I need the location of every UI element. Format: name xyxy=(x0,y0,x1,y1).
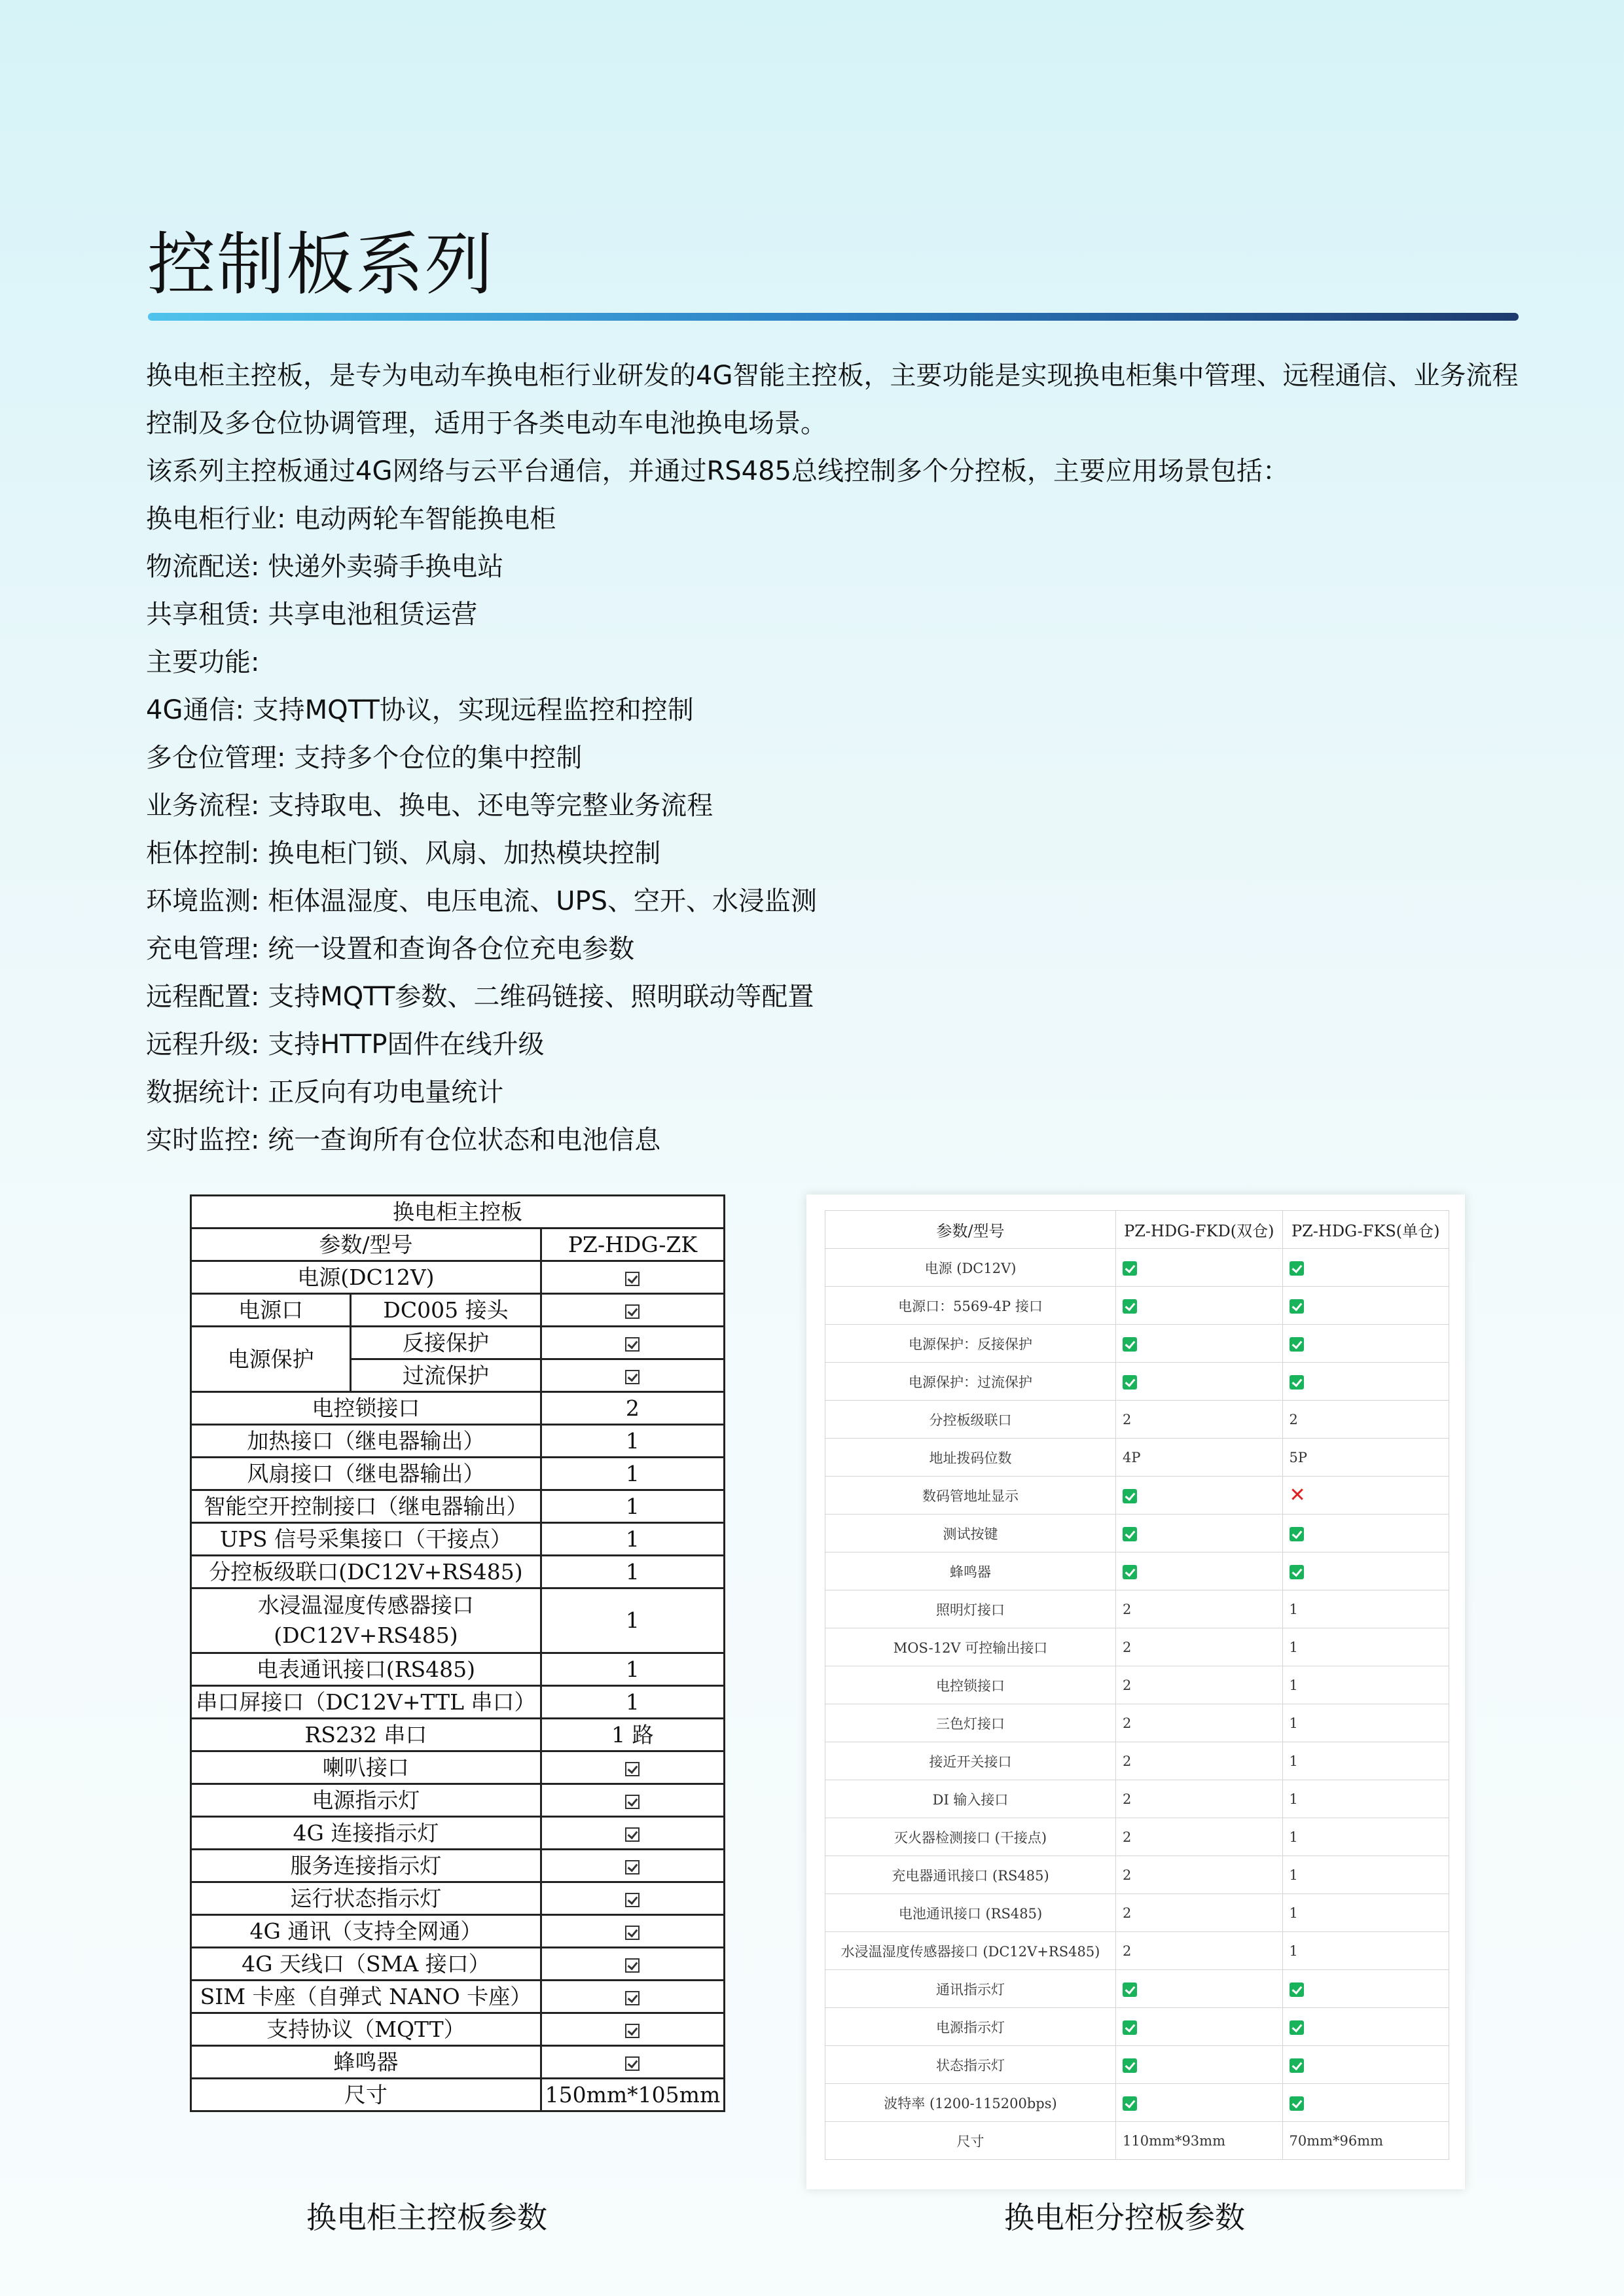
checkbox-icon xyxy=(625,1304,640,1319)
feature-line: 业务流程: 支持取电、换电、还电等完整业务流程 xyxy=(146,791,713,821)
param-cell: 智能空开控制接口（继电器输出） xyxy=(191,1490,541,1523)
table-row xyxy=(191,1490,725,1523)
value-cell: 2 xyxy=(541,1392,724,1425)
value-cell xyxy=(1116,1552,1282,1590)
table-row xyxy=(825,2046,1449,2084)
table-row xyxy=(825,1249,1449,1287)
green-check-icon xyxy=(1123,1299,1137,1314)
green-check-icon xyxy=(1290,1527,1304,1541)
table-row xyxy=(825,1894,1449,1932)
value-cell xyxy=(1282,1477,1449,1515)
checkbox-icon xyxy=(625,2024,640,2038)
param-cell: DI 输入接口 xyxy=(825,1780,1116,1818)
feature-line: 充电管理: 统一设置和查询各仓位充电参数 xyxy=(146,934,635,964)
table-row xyxy=(825,1515,1449,1552)
value-cell: 1 xyxy=(1282,1590,1449,1628)
value-cell xyxy=(1282,1970,1449,2008)
value-cell xyxy=(541,2013,724,2046)
value-cell xyxy=(541,1981,724,2013)
param-cell: 充电器通讯接口 (RS485) xyxy=(825,1856,1116,1894)
table-row xyxy=(825,1628,1449,1666)
table-row xyxy=(825,1439,1449,1477)
param-cell: 波特率 (1200-115200bps) xyxy=(825,2084,1116,2122)
param-cell: 4G 天线口（SMA 接口） xyxy=(191,1948,541,1981)
param-cell: 加热接口（继电器输出） xyxy=(191,1425,541,1458)
green-check-icon xyxy=(1290,1337,1304,1352)
table-row xyxy=(825,1780,1449,1818)
value-cell: 5P xyxy=(1282,1439,1449,1477)
value-cell: 2 xyxy=(1116,1666,1282,1704)
param-cell: 测试按键 xyxy=(825,1515,1116,1552)
value-cell xyxy=(541,1850,724,1882)
value-cell: 2 xyxy=(1116,1780,1282,1818)
param-cell: 尺寸 xyxy=(191,2079,541,2111)
value-cell xyxy=(1116,1325,1282,1363)
param-cell: 电控锁接口 xyxy=(191,1392,541,1425)
param-cell: RS232 串口 xyxy=(191,1719,541,1751)
value-cell xyxy=(541,1882,724,1915)
table-row xyxy=(191,1425,725,1458)
value-cell: 2 xyxy=(1116,1894,1282,1932)
checkbox-icon xyxy=(625,1926,640,1940)
feature-line: 物流配送: 快递外卖骑手换电站 xyxy=(146,552,504,582)
value-cell: 1 xyxy=(541,1458,724,1490)
feature-line: 远程配置: 支持MQTT参数、二维码链接、照明联动等配置 xyxy=(146,982,814,1012)
value-cell xyxy=(541,1948,724,1981)
feature-line: 换电柜行业: 电动两轮车智能换电柜 xyxy=(146,504,556,534)
value-cell: 2 xyxy=(1116,1401,1282,1439)
value-cell: 1 xyxy=(541,1425,724,1458)
value-cell xyxy=(1282,1325,1449,1363)
value-cell xyxy=(1116,1515,1282,1552)
value-cell: 1 xyxy=(541,1653,724,1686)
table-row xyxy=(191,1294,725,1327)
param-cell: 喇叭接口 xyxy=(191,1751,541,1784)
feature-list xyxy=(146,495,1527,1164)
sub-table-caption: 换电柜分控板参数 xyxy=(1004,2200,1245,2235)
table-row xyxy=(825,1932,1449,1970)
value-cell: 1 路 xyxy=(541,1719,724,1751)
table-row xyxy=(191,1850,725,1882)
green-check-icon xyxy=(1290,2058,1304,2073)
feature-line: 实时监控: 统一查询所有仓位状态和电池信息 xyxy=(146,1125,661,1155)
param-cell: 通讯指示灯 xyxy=(825,1970,1116,2008)
green-check-icon xyxy=(1123,2096,1137,2111)
param-cell: 串口屏接口（DC12V+TTL 串口） xyxy=(191,1686,541,1719)
checkbox-icon xyxy=(625,1272,640,1286)
table-row xyxy=(191,1458,725,1490)
value-cell: 1 xyxy=(1282,1856,1449,1894)
table-row xyxy=(825,1363,1449,1401)
table-row xyxy=(825,2122,1449,2160)
checkbox-icon xyxy=(625,1827,640,1842)
table-row xyxy=(825,1590,1449,1628)
feature-line: 环境监测: 柜体温湿度、电压电流、UPS、空开、水浸监测 xyxy=(146,886,817,916)
green-check-icon xyxy=(1123,2058,1137,2073)
checkbox-icon xyxy=(625,1337,640,1352)
table-row xyxy=(825,1287,1449,1325)
param-cell: 电源口 xyxy=(191,1294,351,1327)
sub-board-spec-table xyxy=(825,1210,1449,2160)
feature-line: 共享租赁: 共享电池租赁运营 xyxy=(146,600,478,630)
title-divider xyxy=(148,313,1519,321)
checkbox-icon xyxy=(625,1762,640,1776)
value-cell: 1 xyxy=(1282,1666,1449,1704)
green-check-icon xyxy=(1290,1375,1304,1390)
table-row xyxy=(191,1981,725,2013)
param-cell: 电源保护：过流保护 xyxy=(825,1363,1116,1401)
param-cell: 服务连接指示灯 xyxy=(191,1850,541,1882)
param-cell: 蜂鸣器 xyxy=(825,1552,1116,1590)
value-cell xyxy=(1116,1477,1282,1515)
header-model: PZ-HDG-ZK xyxy=(541,1229,724,1261)
param-cell: 分控板级联口(DC12V+RS485) xyxy=(191,1556,541,1588)
green-check-icon xyxy=(1290,1565,1304,1579)
value-cell: 70mm*96mm xyxy=(1282,2122,1449,2160)
main-board-table xyxy=(190,1194,725,2112)
table-row xyxy=(825,1477,1449,1515)
table-header-row xyxy=(825,1211,1449,1249)
green-check-icon xyxy=(1123,2020,1137,2035)
green-check-icon xyxy=(1123,1527,1137,1541)
value-cell xyxy=(541,1359,724,1392)
checkbox-icon xyxy=(625,1370,640,1384)
table-title-row xyxy=(191,1196,725,1229)
green-check-icon xyxy=(1290,1261,1304,1276)
value-cell xyxy=(1282,1363,1449,1401)
param-cell: 数码管地址显示 xyxy=(825,1477,1116,1515)
table-row xyxy=(191,1719,725,1751)
table-row xyxy=(191,1915,725,1948)
green-check-icon xyxy=(1123,1982,1137,1997)
param-sub-cell: 反接保护 xyxy=(351,1327,541,1359)
table-row xyxy=(191,1948,725,1981)
header-param: 参数/型号 xyxy=(191,1229,541,1261)
value-cell: 150mm*105mm xyxy=(541,2079,724,2111)
value-cell xyxy=(1116,1970,1282,2008)
table-row xyxy=(825,1856,1449,1894)
value-cell: 1 xyxy=(1282,1818,1449,1856)
value-cell: 2 xyxy=(1116,1590,1282,1628)
table-row xyxy=(191,1686,725,1719)
value-cell xyxy=(541,1261,724,1294)
param-line: 水浸温湿度传感器接口 xyxy=(257,1592,474,1618)
table-row xyxy=(191,1588,725,1653)
param-cell: 灭火器检测接口 (干接点) xyxy=(825,1818,1116,1856)
green-check-icon xyxy=(1290,1299,1304,1314)
feature-line: 主要功能: xyxy=(146,647,260,677)
param-cell: 4G 通讯（支持全网通） xyxy=(191,1915,541,1948)
param-cell: 电控锁接口 xyxy=(825,1666,1116,1704)
param-cell: MOS-12V 可控输出接口 xyxy=(825,1628,1116,1666)
table-row xyxy=(191,1882,725,1915)
param-cell: 电源保护 xyxy=(191,1327,351,1392)
value-cell xyxy=(1116,1287,1282,1325)
value-cell: 1 xyxy=(541,1588,724,1653)
value-cell xyxy=(1282,1287,1449,1325)
table-row xyxy=(825,1970,1449,2008)
checkbox-icon xyxy=(625,1795,640,1809)
param-cell: 电源保护：反接保护 xyxy=(825,1325,1116,1363)
table-row xyxy=(825,1742,1449,1780)
param-cell: 状态指示灯 xyxy=(825,2046,1116,2084)
value-cell: 1 xyxy=(541,1523,724,1556)
value-cell: 2 xyxy=(1116,1742,1282,1780)
value-cell: 4P xyxy=(1116,1439,1282,1477)
param-cell: 尺寸 xyxy=(825,2122,1116,2160)
param-cell: 照明灯接口 xyxy=(825,1590,1116,1628)
value-cell xyxy=(541,1817,724,1850)
value-cell xyxy=(541,2046,724,2079)
param-cell: 支持协议（MQTT） xyxy=(191,2013,541,2046)
value-cell xyxy=(1116,2008,1282,2046)
value-cell: 1 xyxy=(541,1556,724,1588)
feature-line: 多仓位管理: 支持多个仓位的集中控制 xyxy=(146,743,583,773)
table-row xyxy=(191,1556,725,1588)
intro-text xyxy=(146,352,1527,1164)
param-cell: 电源口：5569-4P 接口 xyxy=(825,1287,1116,1325)
param-cell: 地址拨码位数 xyxy=(825,1439,1116,1477)
table-row xyxy=(191,1653,725,1686)
green-check-icon xyxy=(1290,1982,1304,1997)
value-cell xyxy=(541,1327,724,1359)
value-cell xyxy=(541,1784,724,1817)
green-check-icon xyxy=(1290,2020,1304,2035)
value-cell: 1 xyxy=(1282,1742,1449,1780)
table-row xyxy=(191,1261,725,1294)
checkbox-icon xyxy=(625,1991,640,2005)
table-row xyxy=(825,1552,1449,1590)
value-cell: 2 xyxy=(1116,1856,1282,1894)
table-row xyxy=(825,1704,1449,1742)
table-row xyxy=(191,1784,725,1817)
value-cell: 1 xyxy=(541,1686,724,1719)
param-cell: 电表通讯接口(RS485) xyxy=(191,1653,541,1686)
value-cell: 1 xyxy=(1282,1704,1449,1742)
param-cell: 4G 连接指示灯 xyxy=(191,1817,541,1850)
param-sub-cell: 过流保护 xyxy=(351,1359,541,1392)
table-row xyxy=(825,2008,1449,2046)
value-cell xyxy=(1282,2008,1449,2046)
checkbox-icon xyxy=(625,1860,640,1874)
value-cell xyxy=(541,1751,724,1784)
table-row xyxy=(191,1751,725,1784)
table-row xyxy=(825,2084,1449,2122)
value-cell: 2 xyxy=(1116,1704,1282,1742)
checkbox-icon xyxy=(625,1893,640,1907)
value-cell xyxy=(1116,1363,1282,1401)
value-cell xyxy=(1116,2046,1282,2084)
param-cell: 电源指示灯 xyxy=(191,1784,541,1817)
checkbox-icon xyxy=(625,2056,640,2071)
value-cell: 1 xyxy=(541,1490,724,1523)
feature-line: 柜体控制: 换电柜门锁、风扇、加热模块控制 xyxy=(146,838,661,869)
intro-paragraph-1: 换电柜主控板，是专为电动车换电柜行业研发的4G智能主控板，主要功能是实现换电柜集中管理、远程通信、业务流程控制及多仓位协调管理，适用于各类电动车电池换电场景。 xyxy=(146,361,1519,439)
green-check-icon xyxy=(1123,1261,1137,1276)
param-sub-cell: DC005 接头 xyxy=(351,1294,541,1327)
param-line: (DC12V+RS485) xyxy=(274,1623,458,1648)
param-cell: 水浸温湿度传感器接口 (DC12V+RS485) xyxy=(825,1932,1116,1970)
checkbox-icon xyxy=(625,1958,640,1973)
param-cell: UPS 信号采集接口（干接点） xyxy=(191,1523,541,1556)
table-row xyxy=(191,2013,725,2046)
param-cell: 电池通讯接口 (RS485) xyxy=(825,1894,1116,1932)
value-cell xyxy=(1116,2084,1282,2122)
table-row xyxy=(825,1325,1449,1363)
header-model-b: PZ-HDG-FKS(单仓) xyxy=(1282,1211,1449,1249)
feature-line: 4G通信: 支持MQTT协议，实现远程监控和控制 xyxy=(146,695,694,725)
value-cell: 2 xyxy=(1116,1818,1282,1856)
value-cell xyxy=(1282,1552,1449,1590)
table-row xyxy=(825,1401,1449,1439)
param-cell: 接近开关接口 xyxy=(825,1742,1116,1780)
value-cell: 1 xyxy=(1282,1628,1449,1666)
param-cell: 风扇接口（继电器输出） xyxy=(191,1458,541,1490)
header-param: 参数/型号 xyxy=(825,1211,1116,1249)
table-row xyxy=(191,2079,725,2111)
main-table-caption: 换电柜主控板参数 xyxy=(306,2200,547,2235)
feature-line: 远程升级: 支持HTTP固件在线升级 xyxy=(146,1030,545,1060)
green-check-icon xyxy=(1123,1489,1137,1503)
table-row xyxy=(191,1817,725,1850)
value-cell: 2 xyxy=(1116,1628,1282,1666)
header-model-a: PZ-HDG-FKD(双仓) xyxy=(1116,1211,1282,1249)
table-row xyxy=(825,1818,1449,1856)
value-cell xyxy=(1282,2046,1449,2084)
param-cell: 蜂鸣器 xyxy=(191,2046,541,2079)
table-title: 换电柜主控板 xyxy=(191,1196,725,1229)
value-cell: 1 xyxy=(1282,1932,1449,1970)
value-cell: 1 xyxy=(1282,1780,1449,1818)
value-cell: 2 xyxy=(1116,1932,1282,1970)
value-cell xyxy=(1282,1249,1449,1287)
param-cell: 三色灯接口 xyxy=(825,1704,1116,1742)
green-check-icon xyxy=(1123,1565,1137,1579)
main-board-spec-table xyxy=(190,1194,725,2112)
feature-line: 数据统计: 正反向有功电量统计 xyxy=(146,1077,504,1107)
param-cell: 电源(DC12V) xyxy=(191,1261,541,1294)
table-row xyxy=(191,1392,725,1425)
green-check-icon xyxy=(1123,1337,1137,1352)
value-cell xyxy=(541,1294,724,1327)
param-cell: 运行状态指示灯 xyxy=(191,1882,541,1915)
value-cell xyxy=(1116,1249,1282,1287)
table-row xyxy=(825,1666,1449,1704)
param-cell xyxy=(191,1588,541,1653)
value-cell xyxy=(1282,2084,1449,2122)
green-check-icon xyxy=(1123,1375,1137,1390)
table-header-row xyxy=(191,1229,725,1261)
page-title: 控制板系列 xyxy=(147,224,495,304)
param-cell: 电源 (DC12V) xyxy=(825,1249,1116,1287)
value-cell: 110mm*93mm xyxy=(1116,2122,1282,2160)
sub-board-table xyxy=(806,1194,1465,2189)
param-cell: 分控板级联口 xyxy=(825,1401,1116,1439)
red-cross-icon: ✕ xyxy=(1289,1483,1306,1507)
table-row xyxy=(191,1523,725,1556)
value-cell xyxy=(541,1915,724,1948)
value-cell xyxy=(1282,1515,1449,1552)
green-check-icon xyxy=(1290,2096,1304,2111)
table-row xyxy=(191,1327,725,1359)
table-row xyxy=(191,2046,725,2079)
value-cell: 2 xyxy=(1282,1401,1449,1439)
intro-paragraph-2: 该系列主控板通过4G网络与云平台通信，并通过RS485总线控制多个分控板，主要应用场景包括： xyxy=(146,456,1289,486)
param-cell: 电源指示灯 xyxy=(825,2008,1116,2046)
param-cell: SIM 卡座（自弹式 NANO 卡座） xyxy=(191,1981,541,2013)
value-cell: 1 xyxy=(1282,1894,1449,1932)
